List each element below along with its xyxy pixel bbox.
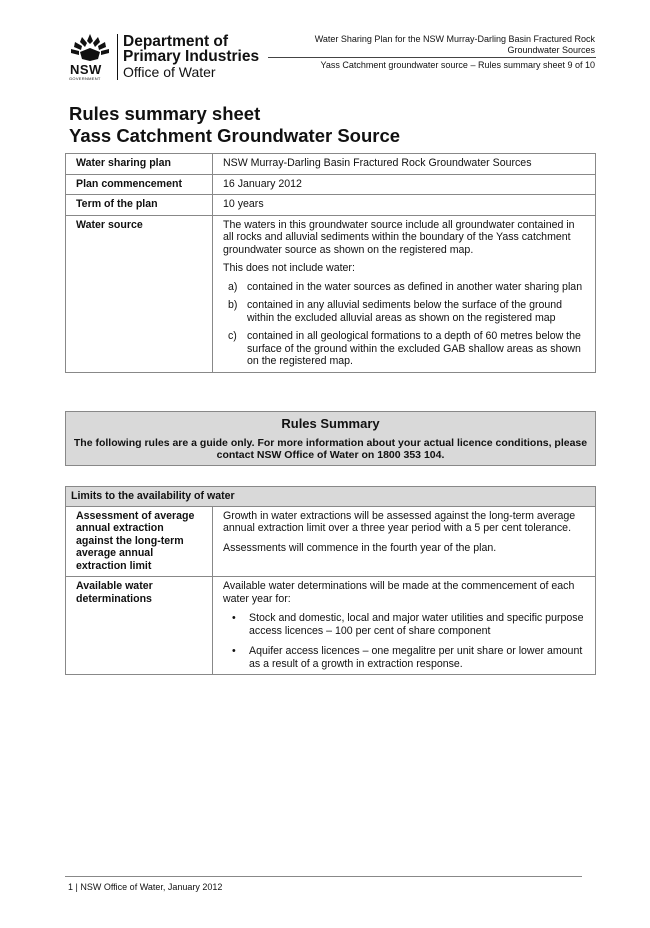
list-item bbox=[223, 612, 585, 637]
footer-rule bbox=[65, 876, 582, 877]
assessment-start-text: Assessments will commence in the fourth year of the plan. bbox=[223, 541, 497, 554]
title-line-1: Rules summary sheet bbox=[69, 103, 261, 124]
list-item bbox=[223, 281, 585, 294]
list-text: contained in any alluvial sediments below the surface of the ground within the excluded alluvial areas as shown on the registered map bbox=[247, 299, 563, 324]
rules-summary-title: Rules Summary bbox=[281, 416, 380, 431]
assessment-text: Growth in water extractions will be assessed against the long-term average annual extraction limit over a three year period with a 5 per cent tolerance. bbox=[223, 509, 576, 534]
bullet-icon: • bbox=[232, 645, 236, 657]
limits-heading: Limits to the availability of water bbox=[66, 487, 596, 507]
list-text: contained in the water sources as defined in another water sharing plan bbox=[247, 280, 583, 293]
rules-summary-note: The following rules are a guide only. For more information about your actual licence conditions, please contact NSW Office of Water on 1800 353 104. bbox=[73, 437, 588, 461]
row-value: 10 years bbox=[213, 195, 596, 216]
bullet-icon: • bbox=[232, 612, 236, 624]
table-row bbox=[66, 195, 596, 216]
water-source-description: The waters in this groundwater source include all groundwater contained in all rocks and alluvial sediments within the boundary of the Yass catchment groundwater source as shown on the registered map. bbox=[223, 218, 575, 256]
list-item bbox=[223, 299, 585, 324]
row-label: Assessment of average annual extraction against the long-term average annual extraction limit bbox=[66, 506, 213, 577]
row-label: Water sharing plan bbox=[66, 154, 213, 175]
nsw-logo bbox=[68, 32, 268, 82]
footer-text: 1 | NSW Office of Water, January 2012 bbox=[68, 882, 223, 892]
row-value bbox=[213, 577, 596, 675]
page-title bbox=[69, 103, 400, 147]
government-wordmark: GOVERNMENT bbox=[69, 76, 101, 81]
rules-summary-box bbox=[65, 411, 596, 466]
plan-details-table bbox=[65, 153, 596, 373]
row-value bbox=[213, 506, 596, 577]
row-label: Term of the plan bbox=[66, 195, 213, 216]
list-marker: a) bbox=[228, 280, 238, 293]
table-row bbox=[66, 577, 596, 675]
waratah-icon bbox=[68, 32, 112, 62]
nsw-wordmark: NSW bbox=[70, 62, 102, 77]
exclusion-intro: This does not include water: bbox=[223, 262, 355, 274]
determinations-intro: Available water determinations will be made at the commencement of each water year for: bbox=[223, 580, 575, 605]
row-value: 16 January 2012 bbox=[213, 174, 596, 195]
row-label: Water source bbox=[66, 215, 213, 372]
header-doc-title: Water Sharing Plan for the NSW Murray-Darling Basin Fractured Rock Groundwater Sources bbox=[314, 34, 595, 55]
list-text: Aquifer access licences – one megalitre per unit share or lower amount as a result of a growth in extraction response. bbox=[249, 645, 583, 670]
office-name: Office of Water bbox=[123, 64, 216, 80]
list-text: contained in all geological formations to a depth of 60 metres below the surface of the ground within the excluded GAB shallow areas as shown on the registered map. bbox=[247, 330, 581, 367]
logo-divider bbox=[117, 34, 118, 80]
table-row bbox=[66, 174, 596, 195]
table-row bbox=[66, 154, 596, 175]
table-row bbox=[66, 215, 596, 372]
header-rule bbox=[268, 57, 596, 58]
list-item bbox=[223, 330, 585, 368]
row-label: Plan commencement bbox=[66, 174, 213, 195]
list-item bbox=[223, 645, 585, 670]
list-text: Stock and domestic, local and major water utilities and specific purpose access licences – 100 per cent of share component bbox=[249, 612, 584, 637]
row-label: Available water determinations bbox=[66, 577, 213, 675]
header-subtitle: Yass Catchment groundwater source – Rules summary sheet 9 of 10 bbox=[320, 60, 595, 70]
table-row bbox=[66, 506, 596, 577]
title-line-2: Yass Catchment Groundwater Source bbox=[69, 125, 401, 146]
row-value bbox=[213, 215, 596, 372]
limits-table bbox=[65, 486, 596, 675]
row-value: NSW Murray-Darling Basin Fractured Rock Groundwater Sources bbox=[213, 154, 596, 175]
list-marker: c) bbox=[228, 330, 237, 342]
list-marker: b) bbox=[228, 299, 238, 311]
department-name: Department of Primary Industries bbox=[123, 33, 260, 65]
table-header-row bbox=[66, 487, 596, 507]
